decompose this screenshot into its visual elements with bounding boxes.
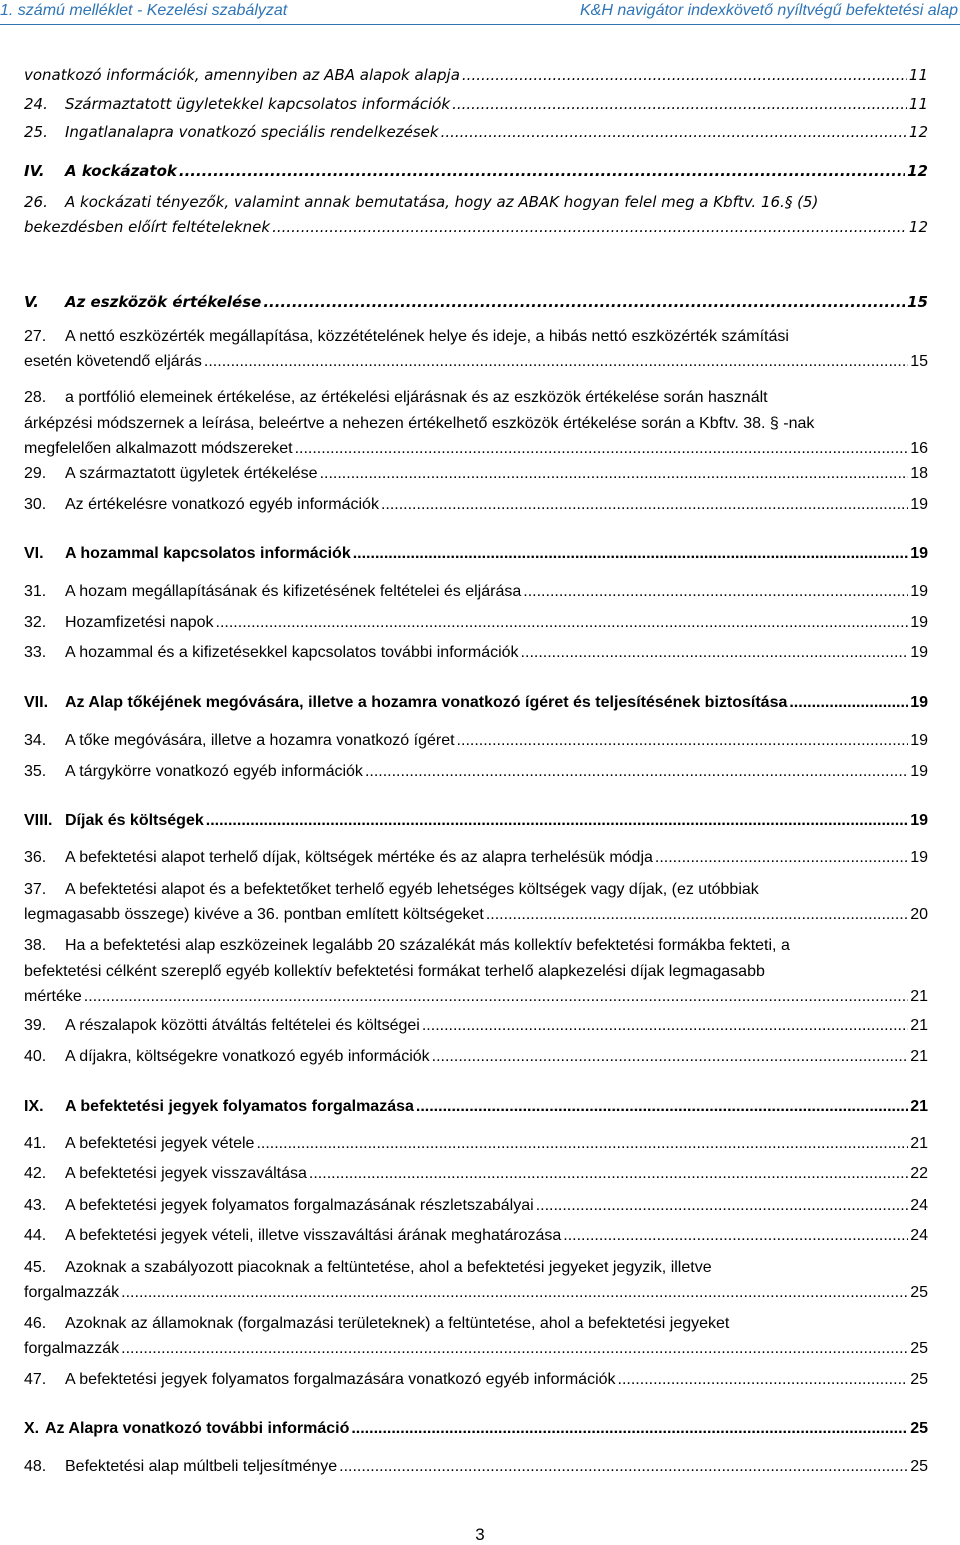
toc-entry-title: A tőke megóvására, illetve a hozamra vonatkozó ígéret	[65, 732, 455, 749]
toc-entry-title: Azoknak a szabályozott piacoknak a feltüntetése, ahol a befektetési jegyeket jegyzik, illetve	[65, 1259, 712, 1276]
toc-entry-title: A kockázatok	[65, 162, 177, 180]
toc-entry-number: 43.	[24, 1197, 47, 1214]
toc-entry[interactable]	[24, 63, 928, 87]
toc-entry[interactable]	[24, 542, 928, 566]
toc-entry[interactable]	[24, 189, 928, 239]
toc-entry-page: 19	[910, 545, 928, 562]
toc-entry-title: befektetési célként szereplő egyéb kollektív befektetési formákat terhelő alapkezelési díjak legmagasabb	[24, 963, 765, 980]
toc-entry-page: 19	[910, 496, 928, 513]
dot-leader	[381, 493, 908, 517]
toc-entry-number: IV.	[24, 162, 45, 180]
toc-entry-number: V.	[24, 293, 39, 311]
toc-entry-number: 27.	[24, 328, 47, 345]
toc-entry-title: A befektetési alapot terhelő díjak, költségek mértéke és az alapra terhelésük módja	[65, 849, 653, 866]
toc-entry-title: A befektetési jegyek visszaváltása	[65, 1165, 307, 1182]
toc-entry[interactable]	[24, 641, 928, 665]
dot-leader	[263, 290, 905, 314]
dot-leader	[309, 1162, 908, 1186]
dot-leader	[216, 611, 909, 635]
toc-entry[interactable]	[24, 1194, 928, 1218]
toc-entry[interactable]	[24, 611, 928, 635]
toc-entry-number: 48.	[24, 1458, 47, 1475]
toc-entry-page: 18	[910, 465, 928, 482]
toc-entry[interactable]	[24, 877, 928, 927]
toc-entry[interactable]	[24, 120, 928, 144]
dot-leader	[351, 1417, 908, 1441]
dot-leader	[452, 92, 907, 116]
toc-entry[interactable]	[24, 760, 928, 784]
toc-entry-title: A díjakra, költségekre vonatkozó egyéb információk	[65, 1048, 430, 1065]
toc-entry[interactable]	[24, 324, 928, 374]
dot-leader	[121, 1281, 908, 1305]
toc-entry-title: A befektetési alapot és a befektetőket terhelő egyéb lehetséges költségek vagy díjak, (ez utóbbiak	[65, 881, 759, 898]
toc-entry[interactable]	[24, 1311, 928, 1361]
dot-leader	[121, 1337, 908, 1361]
toc-entry-title: A nettó eszközérték megállapítása, közzétételének helye és ideje, a hibás nettó eszközérték számítási	[65, 328, 789, 345]
toc-entry-page: 19	[910, 763, 928, 780]
toc-entry-title: esetén követendő eljárás	[24, 353, 202, 370]
toc-entry-number: 24.	[24, 95, 48, 113]
toc-entry-title: Díjak és költségek	[65, 812, 204, 829]
toc-entry[interactable]	[24, 92, 928, 116]
header-rule	[0, 24, 960, 25]
toc-entry-number: 45.	[24, 1259, 47, 1276]
toc-entry-title: Az Alap tőkéjének megóvására, illetve a hozamra vonatkozó ígéret és teljesítésének biztosítása	[65, 694, 788, 711]
toc-entry-title: mértéke	[24, 988, 82, 1005]
toc-entry-page: 19	[910, 732, 928, 749]
dot-leader	[655, 846, 908, 870]
toc-entry-title: A befektetési jegyek folyamatos forgalmazásának részletszabályai	[65, 1197, 534, 1214]
dot-leader	[204, 350, 908, 374]
toc-entry[interactable]	[24, 159, 928, 183]
dot-leader	[416, 1095, 908, 1119]
toc-entry[interactable]	[24, 1417, 928, 1441]
toc-entry[interactable]	[24, 580, 928, 604]
toc-entry-number: 47.	[24, 1371, 47, 1388]
toc-entry[interactable]	[24, 729, 928, 753]
toc-entry[interactable]	[24, 1455, 928, 1479]
dot-leader	[521, 641, 909, 665]
dot-leader	[320, 462, 909, 486]
dot-leader	[339, 1455, 908, 1479]
dot-leader	[462, 63, 907, 87]
toc-entry[interactable]	[24, 1014, 928, 1038]
toc-entry-title: forgalmazzák	[24, 1284, 120, 1301]
toc-entry-title: Ingatlanalapra vonatkozó speciális rendelkezések	[65, 123, 439, 141]
toc-entry-title: A részalapok közötti átváltás feltételei és költségei	[65, 1017, 420, 1034]
toc-entry-title: legmagasabb összege) kivéve a 36. pontban említett költségeket	[24, 906, 484, 923]
toc-entry[interactable]	[24, 1095, 928, 1119]
page-header	[0, 0, 960, 26]
dot-leader	[179, 159, 905, 183]
dot-leader	[84, 985, 908, 1009]
toc-entry-title: vonatkozó információk, amennyiben az ABA alapok alapja	[24, 66, 460, 84]
toc-entry[interactable]	[24, 462, 928, 486]
toc-entry-number: VII.	[24, 694, 49, 711]
toc-entry-title: Az értékelésre vonatkozó egyéb információk	[65, 496, 379, 513]
toc-entry-number: 34.	[24, 732, 47, 749]
dot-leader	[563, 1224, 908, 1248]
toc-entry-page: 16	[910, 440, 928, 457]
toc-entry-page: 24	[910, 1227, 928, 1244]
toc-entry-page: 15	[907, 293, 928, 311]
header-fund-name: K&H navigátor indexkövető nyíltvégű befektetési alap	[579, 2, 958, 19]
toc-entry-title: Az eszközök értékelése	[65, 293, 262, 311]
toc-entry-title: bekezdésben előírt feltételeknek	[24, 218, 271, 236]
toc-entry-page: 25	[910, 1458, 928, 1475]
toc-entry-number: 40.	[24, 1048, 47, 1065]
toc-entry-page: 22	[910, 1165, 928, 1182]
toc-entry-number: 28.	[24, 389, 47, 406]
toc-entry[interactable]	[24, 1255, 928, 1305]
toc-entry-page: 11	[908, 95, 928, 113]
dot-leader	[295, 437, 909, 461]
dot-leader	[441, 120, 907, 144]
toc-entry-number: VI.	[24, 545, 44, 562]
toc-entry-number: 36.	[24, 849, 47, 866]
toc-entry-number: VIII.	[24, 812, 53, 829]
toc-entry-page: 12	[908, 123, 928, 141]
toc-entry-title: Hozamfizetési napok	[65, 614, 214, 631]
toc-entry-title: A származtatott ügyletek értékelése	[65, 465, 318, 482]
toc-entry-title: Ha a befektetési alap eszközeinek legalább 20 százalékát más kollektív befektetési formákba fekteti, a	[65, 937, 790, 954]
toc-entry-number: 38.	[24, 937, 47, 954]
toc-entry[interactable]	[24, 846, 928, 870]
toc-entry-page: 12	[907, 162, 928, 180]
toc-entry-page: 21	[910, 988, 928, 1005]
toc-entry-page: 25	[910, 1340, 928, 1357]
toc-entry-title: Az Alapra vonatkozó további információ	[45, 1420, 350, 1437]
toc-entry-title: A befektetési jegyek vételi, illetve visszaváltási árának meghatározása	[65, 1227, 562, 1244]
toc-entry-title: A kockázati tényezők, valamint annak bemutatása, hogy az ABAK hogyan felel meg a Kbftv. 16.§ (5)	[65, 193, 819, 211]
dot-leader	[365, 760, 908, 784]
toc-entry-page: 19	[910, 849, 928, 866]
toc-entry-number: 42.	[24, 1165, 47, 1182]
toc-entry-title: A befektetési jegyek folyamatos forgalmazására vonatkozó egyéb információk	[65, 1371, 616, 1388]
toc-entry-page: 19	[910, 614, 928, 631]
toc-entry-number: 35.	[24, 763, 47, 780]
page-number: 3	[475, 1525, 485, 1544]
dot-leader	[789, 691, 908, 715]
dot-leader	[432, 1045, 909, 1069]
toc-entry-number: 39.	[24, 1017, 47, 1034]
toc-entry-title: forgalmazzák	[24, 1340, 120, 1357]
toc-entry-number: 33.	[24, 644, 47, 661]
toc-entry[interactable]	[24, 385, 928, 461]
header-document-title: 1. számú melléklet - Kezelési szabályzat	[0, 2, 288, 19]
toc-entry[interactable]	[24, 809, 928, 833]
toc-entry-page: 24	[910, 1197, 928, 1214]
toc-entry-page: 25	[910, 1371, 928, 1388]
toc-entry[interactable]	[24, 1045, 928, 1069]
toc-entry-number: 29.	[24, 465, 47, 482]
toc-entry[interactable]	[24, 1132, 928, 1156]
dot-leader	[256, 1132, 908, 1156]
toc-entry-page: 19	[910, 812, 928, 829]
toc-entry-page: 21	[910, 1048, 928, 1065]
dot-leader	[523, 580, 908, 604]
toc-entry-number: IX.	[24, 1098, 44, 1115]
toc-entry-number: 44.	[24, 1227, 47, 1244]
toc-entry-title: Származtatott ügyletekkel kapcsolatos információk	[65, 95, 451, 113]
toc-entry-title: Befektetési alap múltbeli teljesítménye	[65, 1458, 338, 1475]
toc-entry-number: 37.	[24, 881, 47, 898]
toc-entry[interactable]	[24, 933, 928, 1009]
toc-entry-title: A befektetési jegyek vétele	[65, 1135, 255, 1152]
toc-entry-title: A hozammal és a kifizetésekkel kapcsolatos további információk	[65, 644, 519, 661]
toc-entry[interactable]	[24, 1368, 928, 1392]
toc-entry-title: A tárgykörre vonatkozó egyéb információk	[65, 763, 363, 780]
toc-entry-title: megfelelően alkalmazott módszereket	[24, 440, 293, 457]
toc-entry-number: 46.	[24, 1315, 47, 1332]
dot-leader	[536, 1194, 909, 1218]
toc-entry-page: 25	[910, 1284, 928, 1301]
toc-entry-page: 12	[908, 218, 928, 236]
toc-entry[interactable]	[24, 493, 928, 517]
toc-entry-number: X.	[24, 1420, 40, 1437]
toc-entry-page: 15	[910, 353, 928, 370]
toc-entry-title: A hozam megállapításának és kifizetésének feltételei és eljárása	[65, 583, 522, 600]
toc-entry-page: 19	[910, 694, 928, 711]
toc-entry-page: 21	[910, 1017, 928, 1034]
dot-leader	[618, 1368, 909, 1392]
toc-entry-title: Azoknak az államoknak (forgalmazási területeknek) a feltüntetése, ahol a befektetési jegyeket	[65, 1315, 730, 1332]
toc-entry-number: 32.	[24, 614, 47, 631]
toc-entry-number: 30.	[24, 496, 47, 513]
dot-leader	[422, 1014, 908, 1038]
dot-leader	[206, 809, 908, 833]
toc-entry[interactable]	[24, 691, 928, 715]
toc-entry-number: 31.	[24, 583, 47, 600]
dot-leader	[486, 903, 908, 927]
toc-entry[interactable]	[24, 290, 928, 314]
toc-entry-page: 20	[910, 906, 928, 923]
toc-entry[interactable]	[24, 1162, 928, 1186]
toc-entry-page: 19	[910, 583, 928, 600]
dot-leader	[272, 215, 907, 239]
toc-entry-page: 21	[910, 1098, 928, 1115]
toc-entry-number: 41.	[24, 1135, 47, 1152]
toc-entry-number: 26.	[24, 193, 48, 211]
toc-entry-title: A hozammal kapcsolatos információk	[65, 545, 351, 562]
toc-entry[interactable]	[24, 1224, 928, 1248]
dot-leader	[353, 542, 908, 566]
dot-leader	[457, 729, 909, 753]
toc-entry-title: árképzési módszernek a leírása, beleértve a nehezen értékelhető eszközök értékelése során a Kbftv. 38. § -nak	[24, 415, 815, 432]
toc-entry-page: 21	[910, 1135, 928, 1152]
toc-entry-number: 25.	[24, 123, 48, 141]
toc-entry-title: a portfólió elemeinek értékelése, az értékelési eljárásnak és az eszközök értékelése során használt	[65, 389, 768, 406]
toc-entry-page: 11	[908, 66, 928, 84]
toc-entry-title: A befektetési jegyek folyamatos forgalmazása	[65, 1098, 414, 1115]
toc-entry-page: 25	[910, 1420, 928, 1437]
toc-entry-page: 19	[910, 644, 928, 661]
